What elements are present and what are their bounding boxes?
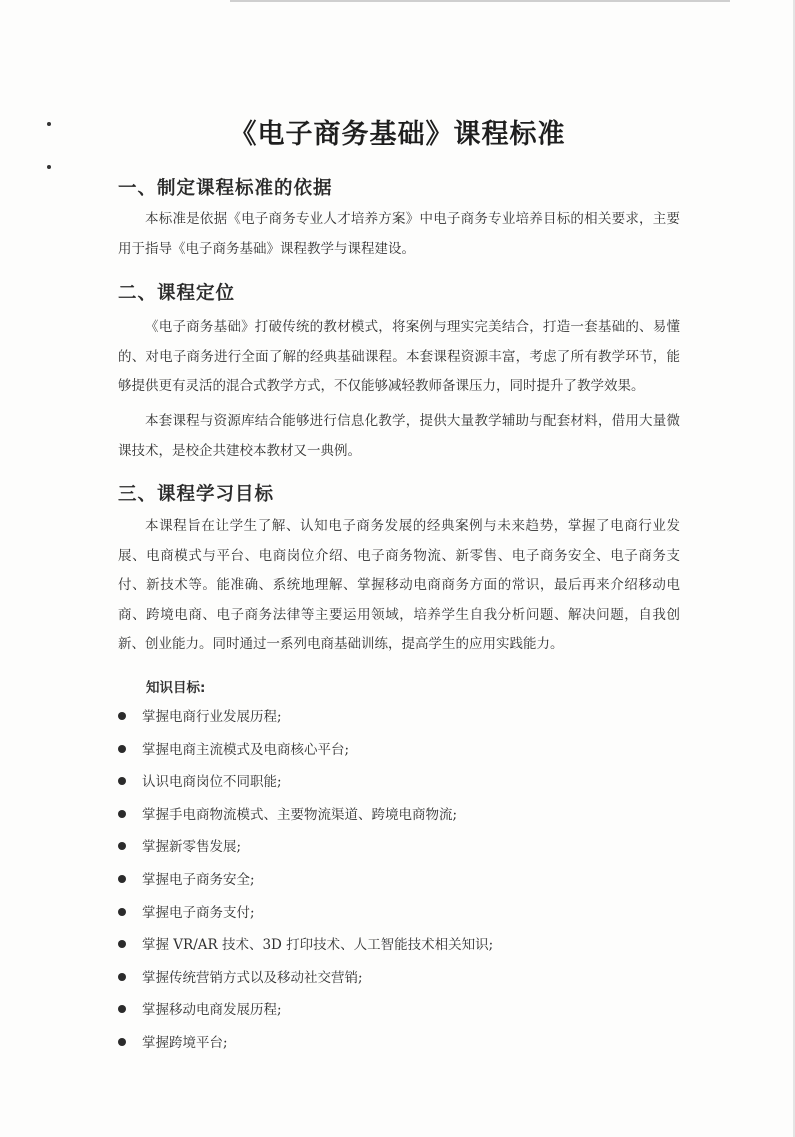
- list-item: 掌握跨境平台;: [118, 1027, 493, 1060]
- knowledge-objectives-list: [118, 701, 493, 1060]
- bullet-icon: [118, 810, 126, 818]
- list-item: 掌握 VR/AR 技术、3D 打印技术、人工智能技术相关知识;: [118, 929, 493, 962]
- binding-hole-mark: [47, 165, 51, 169]
- bullet-icon: [118, 875, 126, 883]
- bullet-icon: [118, 940, 126, 948]
- list-item: 掌握手电商物流模式、主要物流渠道、跨境电商物流;: [118, 799, 493, 832]
- list-item: 掌握电子商务安全;: [118, 864, 493, 897]
- section-paragraph: 本标准是依据《电子商务专业人才培养方案》中电子商务专业培养目标的相关要求，主要用于指导《电子商务基础》课程教学与课程建设。: [118, 211, 680, 257]
- list-item: 掌握电子商务支付;: [118, 897, 493, 930]
- list-item: 认识电商岗位不同职能;: [118, 766, 493, 799]
- section-heading-objectives: 三、课程学习目标: [118, 484, 275, 505]
- list-item: 掌握新零售发展;: [118, 831, 493, 864]
- bullet-icon: [118, 1005, 126, 1013]
- section-paragraph: 《电子商务基础》打破传统的教材模式，将案例与理实完美结合，打造一套基础的、易懂的、对电子商务进行全面了解的经典基础课程。本套课程资源丰富，考虑了所有教学环节，能够提供更有灵活的混合式教学方式，不仅能够减轻教师备课压力，同时提升了教学效果。: [118, 319, 680, 394]
- bullet-icon: [118, 973, 126, 981]
- section-heading-positioning: 二、课程定位: [118, 283, 236, 304]
- bullet-icon: [118, 908, 126, 916]
- bullet-icon: [118, 1038, 126, 1046]
- bullet-icon: [118, 712, 126, 720]
- scan-edge-line: [230, 0, 730, 2]
- list-item: 掌握传统营销方式以及移动社交营销;: [118, 962, 493, 995]
- list-item: 掌握移动电商发展历程;: [118, 994, 493, 1027]
- bullet-icon: [118, 745, 126, 753]
- list-item: 掌握电商行业发展历程;: [118, 701, 493, 734]
- bullet-icon: [118, 777, 126, 785]
- list-item: 掌握电商主流模式及电商核心平台;: [118, 734, 493, 767]
- section-paragraph: 本套课程与资源库结合能够进行信息化教学，提供大量教学辅助与配套材料，借用大量微课技术，是校企共建校本教材又一典例。: [118, 413, 680, 459]
- section-paragraph: 本课程旨在让学生了解、认知电子商务发展的经典案例与未来趋势，掌握了电商行业发展、电商模式与平台、电商岗位介绍、电子商务物流、新零售、电子商务安全、电子商务支付、新技术等。能准确、系统地理解、掌握移动电商商务方面的常识，最后再来介绍移动电商、跨境电商、电子商务法律等主要运用领域，培养学生自我分析问题、解决问题，自我创新、创业能力。同时通过一系列电商基础训练，提高学生的应用实践能力。: [118, 518, 680, 652]
- section-heading-basis: 一、制定课程标准的依据: [118, 178, 333, 199]
- bullet-icon: [118, 842, 126, 850]
- knowledge-objectives-label: 知识目标:: [146, 680, 206, 696]
- document-title: 《电子商务基础》课程标准: [229, 119, 566, 150]
